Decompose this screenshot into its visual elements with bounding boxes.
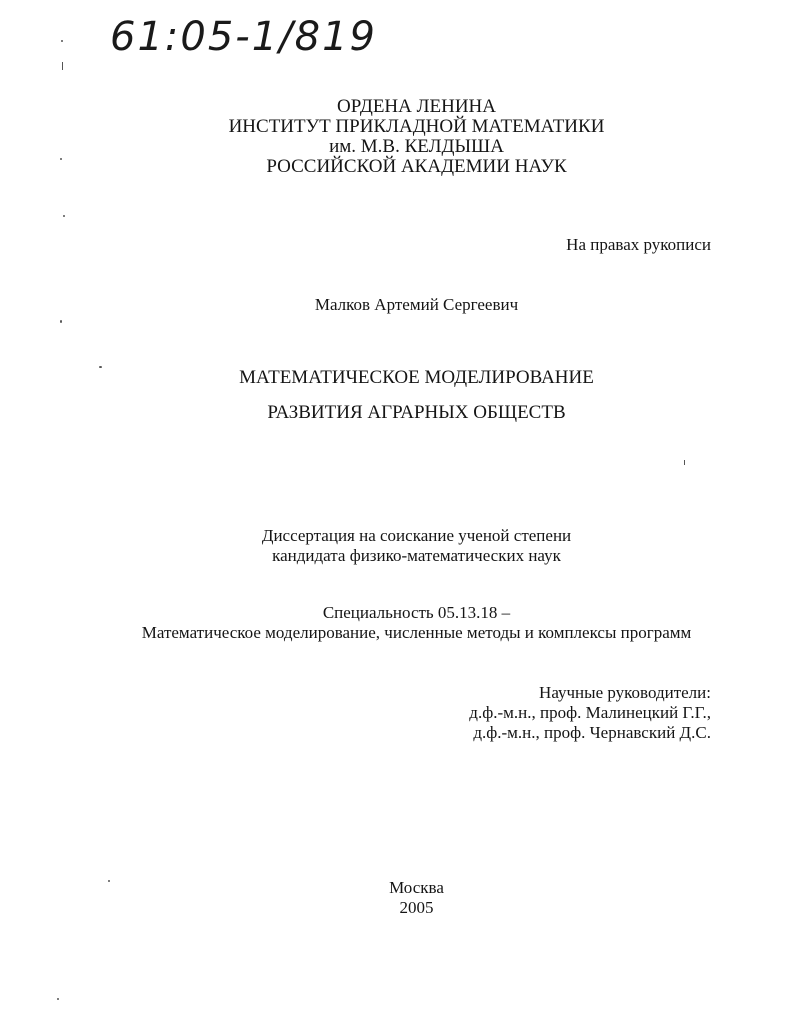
scan-speck (60, 158, 62, 160)
degree-line1: Диссертация на соискание ученой степени (261, 526, 572, 545)
header-named-after: им. М.В. КЕЛДЫША (329, 136, 504, 157)
supervisor-item: д.ф.-м.н., проф. Малинецкий Г.Г., (469, 703, 711, 722)
scan-speck (63, 215, 65, 217)
author-name: Малков Артемий Сергеевич (314, 295, 519, 314)
header-academy: РОССИЙСКОЙ АКАДЕМИИ НАУК (266, 156, 567, 177)
scan-speck (108, 880, 110, 882)
rights-note: На правах рукописи (566, 235, 711, 254)
scan-speck (62, 62, 63, 70)
scan-speck (99, 366, 102, 368)
handwritten-catalog-number (108, 0, 408, 66)
scan-speck (57, 998, 59, 1000)
supervisor-item: д.ф.-м.н., проф. Чернавский Д.С. (473, 723, 711, 742)
scan-speck (684, 460, 685, 465)
scan-speck (60, 320, 62, 323)
degree-line2: кандидата физико-математических наук (272, 546, 561, 565)
specialty-line1: Специальность 05.13.18 – (322, 603, 511, 622)
footer-city: Москва (389, 878, 444, 897)
footer-year: 2005 (399, 898, 434, 917)
catalog-number-text: 61:05-1/819 (110, 14, 377, 60)
scan-speck (61, 40, 63, 42)
thesis-title-line1: МАТЕМАТИЧЕСКОЕ МОДЕЛИРОВАНИЕ (239, 367, 594, 388)
header-order: ОРДЕНА ЛЕНИНА (337, 96, 496, 117)
supervisors-heading: Научные руководители: (539, 683, 711, 702)
specialty-line2: Математическое моделирование, численные методы и комплексы программ (141, 623, 692, 642)
header-institute: ИНСТИТУТ ПРИКЛАДНОЙ МАТЕМАТИКИ (228, 116, 605, 137)
thesis-title-line2: РАЗВИТИЯ АГРАРНЫХ ОБЩЕСТВ (267, 402, 566, 423)
